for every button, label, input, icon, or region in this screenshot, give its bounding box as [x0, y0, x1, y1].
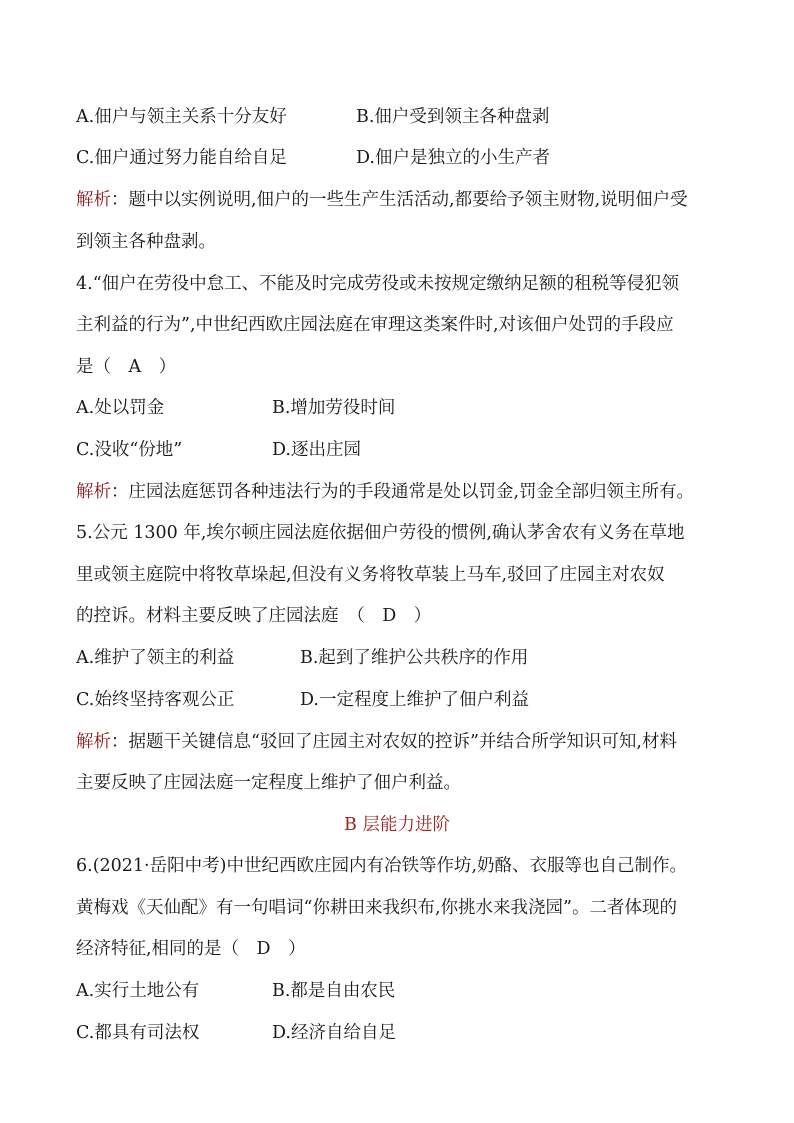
q6-option-c: C.都具有司法权	[76, 1023, 200, 1043]
q5-stem-line-2: 里或领主庭院中将牧草垛起,但没有义务将牧草装上马车,驳回了庄园主对农奴	[76, 565, 665, 585]
q3-analysis-text-1: ：题中以实例说明,佃户的一些生产生活活动,都要给予领主财物,说明佃户受	[111, 190, 688, 210]
q4-stem-line-1: 4.“佃户在劳役中怠工、不能及时完成劳役或未按规定缴纳足额的租税等侵犯领	[76, 274, 680, 294]
q4-option-d: D.逐出庄园	[272, 440, 361, 460]
q5-option-d: D.一定程度上维护了佃户利益	[300, 690, 529, 710]
q3-analysis-line-2	[76, 231, 721, 253]
q5-option-a: A.维护了领主的利益	[76, 648, 235, 668]
q4-stem-line-3: 是（ A ）	[76, 357, 177, 377]
q5-analysis-text-2: 主要反映了庄园法庭一定程度上维护了佃户利益。	[76, 773, 461, 793]
q3-analysis-label: 解析	[76, 190, 111, 210]
q6-stem-line-2: 黄梅戏《天仙配》有一句唱词“你耕田来我织布,你挑水来我浇园”。二者体现的	[76, 898, 677, 918]
q5-option-c: C.始终坚持客观公正	[76, 690, 235, 710]
q5-analysis-line-2	[76, 772, 721, 794]
q3-option-d: D.佃户是独立的小生产者	[356, 148, 550, 168]
q6-option-d: D.经济自给自足	[272, 1023, 396, 1043]
q6-option-b: B.都是自由农民	[272, 981, 396, 1001]
q5-stem-line-3: 的控诉。材料主要反映了庄园法庭 （ D ）	[76, 606, 432, 626]
q6-option-a: A.实行土地公有	[76, 981, 200, 1001]
q5-analysis-text-1: ：据题干关键信息“驳回了庄园主对农奴的控诉”并结合所学知识可知,材料	[111, 732, 677, 752]
q5-stem-line-1: 5.公元 1300 年,埃尔顿庄园法庭依据佃户劳役的惯例,确认茅舍农有义务在草地	[76, 523, 685, 543]
q5-analysis-label: 解析	[76, 732, 111, 752]
q4-stem-line-2: 主利益的行为”,中世纪西欧庄园法庭在审理这类案件时,对该佃户处罚的手段应	[76, 315, 674, 335]
q5-analysis-line-1	[76, 731, 721, 753]
q4-option-c: C.没收“份地”	[76, 440, 183, 460]
q6-stem-line-3: 经济特征,相同的是（ D ）	[76, 939, 306, 959]
q3-analysis-text-2: 到领主各种盘剥。	[76, 232, 216, 252]
q6-stem-line-1: 6.(2021·岳阳中考)中世纪西欧庄园内有冶铁等作坊,奶酪、衣服等也自己制作。	[76, 856, 688, 876]
q3-option-c: C.佃户通过努力能自给自足	[76, 148, 287, 168]
q3-analysis-line-1	[76, 189, 721, 211]
q3-option-a: A.佃户与领主关系十分友好	[76, 107, 287, 127]
section-heading-b: B 层能力进阶	[344, 815, 450, 835]
q4-option-b: B.增加劳役时间	[272, 398, 396, 418]
q5-option-b: B.起到了维护公共秩序的作用	[300, 648, 529, 668]
q4-analysis-label: 解析	[76, 482, 111, 502]
q3-option-b: B.佃户受到领主各种盘剥	[356, 107, 550, 127]
q4-analysis-line-1	[76, 481, 721, 503]
q4-analysis-text-1: ：庄园法庭惩罚各种违法行为的手段通常是处以罚金,罚金全部归领主所有。	[111, 482, 695, 502]
q4-option-a: A.处以罚金	[76, 398, 165, 418]
